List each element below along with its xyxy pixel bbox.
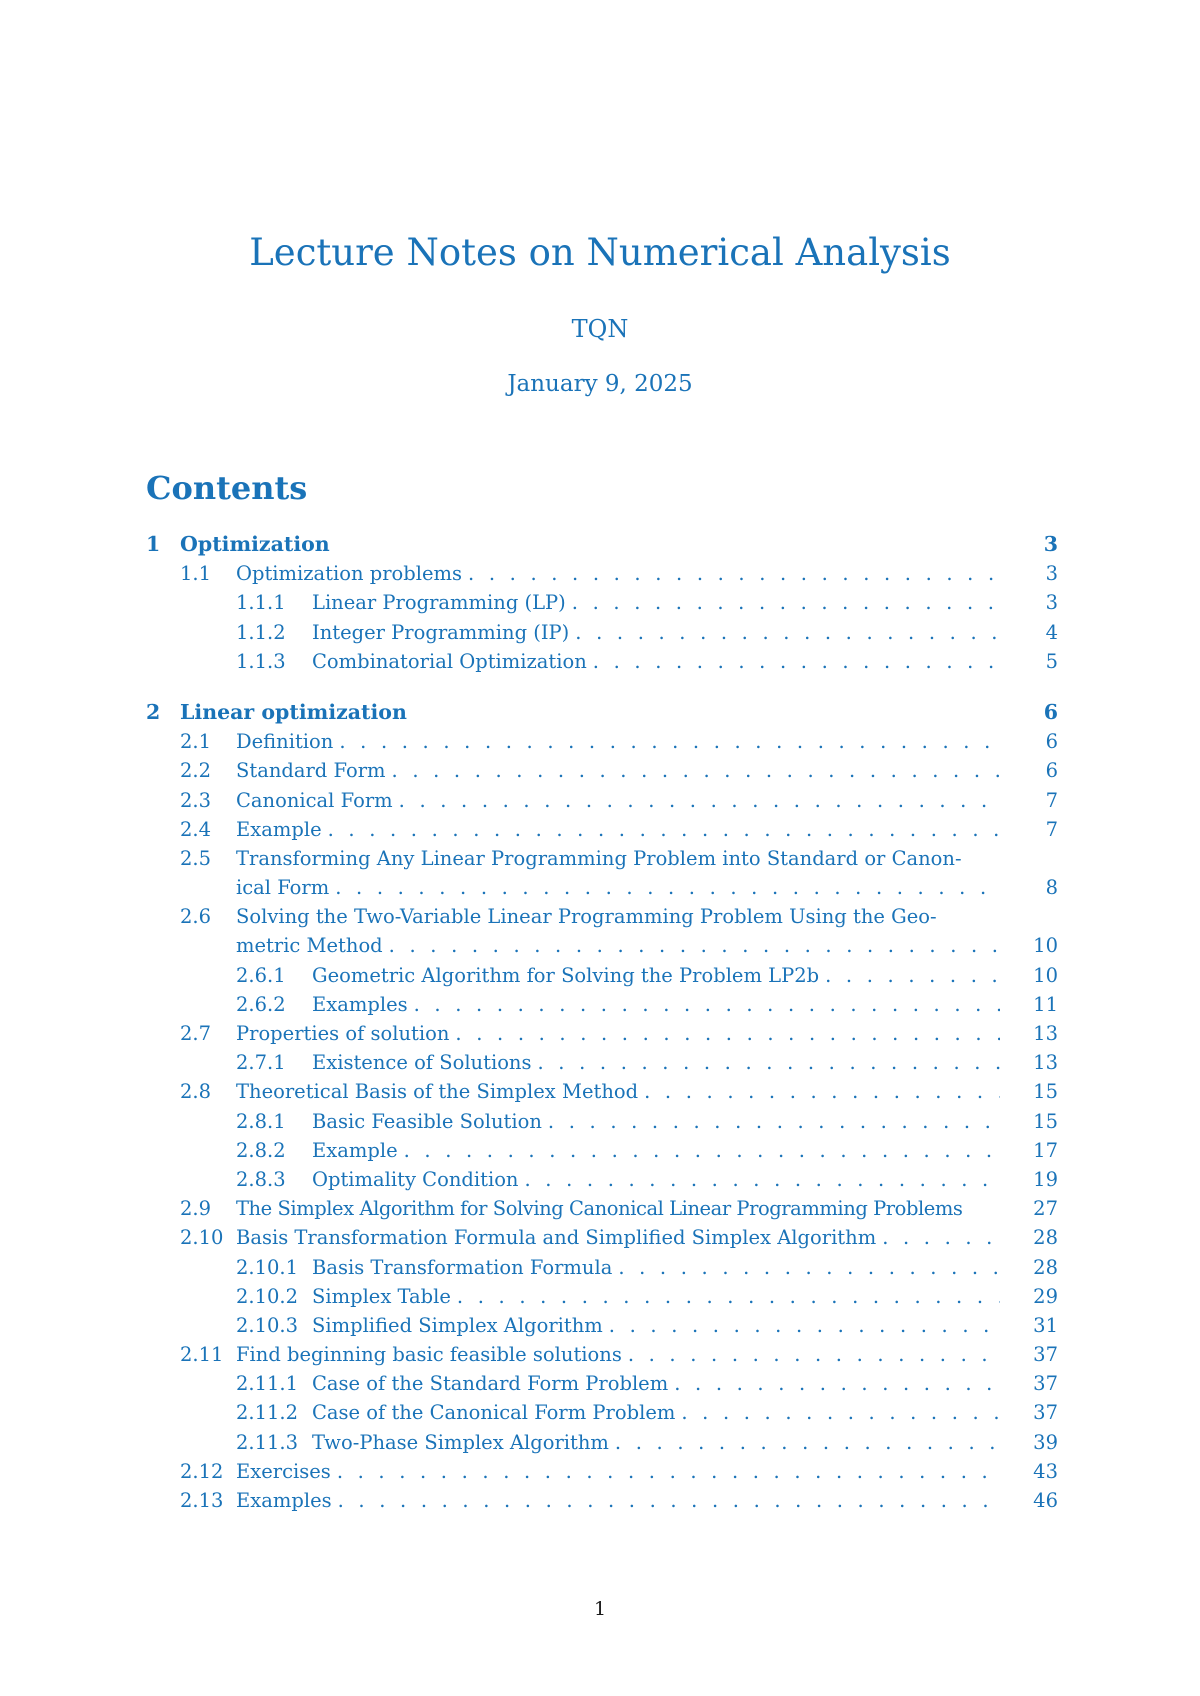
contents-heading: Contents xyxy=(146,469,308,507)
toc-entry-page[interactable]: 5 xyxy=(1045,649,1058,673)
toc-entry-page[interactable]: 7 xyxy=(1045,788,1058,812)
toc-entry-page[interactable]: 10 xyxy=(1033,934,1058,958)
toc-entry-number[interactable]: 2.8.1 xyxy=(236,1109,286,1133)
toc-entry-number[interactable]: 1 xyxy=(146,532,161,556)
toc-entry-page[interactable]: 29 xyxy=(1033,1284,1058,1308)
toc-entry-number[interactable]: 2.6 xyxy=(180,905,212,929)
toc-subsection-entry[interactable] xyxy=(146,1165,1058,1194)
table-of-contents xyxy=(146,530,1058,1515)
toc-chapter-entry[interactable] xyxy=(146,698,1058,727)
toc-entry-title[interactable]: Optimization xyxy=(180,530,336,559)
toc-entry-number[interactable]: 2.8.2 xyxy=(236,1138,286,1162)
toc-entry-number[interactable]: 2.7 xyxy=(180,1022,212,1045)
toc-subsection-entry[interactable] xyxy=(146,647,1058,676)
toc-entry-page[interactable]: 37 xyxy=(1033,1372,1058,1396)
toc-dot-leader xyxy=(468,559,1000,588)
toc-entry-page[interactable]: 8 xyxy=(1045,876,1058,900)
toc-dot-leader xyxy=(525,1165,1001,1194)
toc-entry-number[interactable]: 2.6.1 xyxy=(236,963,286,987)
page-number: 1 xyxy=(593,1598,607,1620)
toc-entry-title[interactable]: Existence of Solutions xyxy=(312,1048,538,1077)
toc-section-entry[interactable] xyxy=(146,1223,1058,1252)
document-date: January 9, 2025 xyxy=(507,371,693,397)
toc-entry-title[interactable]: Transforming Any Linear Programming Problem into Standard or Canon- xyxy=(236,846,962,870)
toc-entry-title[interactable]: Simplified Simplex Algorithm xyxy=(312,1311,609,1340)
toc-entry-page[interactable]: 3 xyxy=(1043,532,1058,556)
toc-dot-leader xyxy=(825,961,1000,990)
toc-subsection-entry[interactable] xyxy=(146,1311,1058,1340)
toc-entry-page[interactable]: 37 xyxy=(1033,1343,1058,1367)
toc-dot-leader xyxy=(399,786,1000,815)
toc-entry-number[interactable]: 1.1.2 xyxy=(236,620,286,644)
toc-dot-leader xyxy=(392,756,1000,785)
toc-entry-number[interactable]: 2.10.1 xyxy=(236,1255,299,1279)
toc-entry-page[interactable]: 17 xyxy=(1033,1138,1058,1162)
toc-entry-page[interactable]: 19 xyxy=(1033,1167,1058,1191)
toc-entry-number[interactable]: 2.11.3 xyxy=(236,1430,299,1454)
toc-entry-title[interactable]: Standard Form xyxy=(236,756,392,785)
toc-entry-page[interactable]: 28 xyxy=(1033,1255,1058,1279)
toc-entry-title[interactable]: Geometric Algorithm for Solving the Problem LP2b xyxy=(312,961,825,990)
toc-dot-leader xyxy=(644,1077,1000,1106)
toc-dot-leader xyxy=(455,1019,1000,1048)
toc-entry-title[interactable]: Examples xyxy=(312,990,414,1019)
toc-dot-leader xyxy=(328,815,1000,844)
toc-dot-leader xyxy=(339,727,1000,756)
toc-section-entry[interactable] xyxy=(146,559,1058,588)
toc-entry-title[interactable]: Optimality Condition xyxy=(312,1165,525,1194)
toc-entry-page[interactable]: 3 xyxy=(1045,591,1058,615)
toc-section-entry[interactable] xyxy=(146,1486,1058,1515)
toc-dot-leader xyxy=(457,1282,1000,1311)
toc-entry-title[interactable]: Properties of solution xyxy=(236,1019,455,1048)
toc-entry-number[interactable]: 2.11 xyxy=(180,1343,224,1367)
toc-dot-leader xyxy=(575,618,1000,647)
toc-entry-number[interactable]: 2.10.3 xyxy=(236,1313,299,1337)
toc-entry-title[interactable]: Combinatorial Optimization xyxy=(312,647,593,676)
toc-dot-leader xyxy=(593,647,1000,676)
toc-entry-number[interactable]: 2.11.1 xyxy=(236,1372,299,1396)
toc-entry-number[interactable]: 2.9 xyxy=(180,1197,212,1221)
toc-section-entry[interactable] xyxy=(146,1457,1058,1486)
toc-subsection-entry[interactable] xyxy=(146,1253,1058,1282)
toc-entry-title[interactable]: Exercises xyxy=(236,1457,337,1486)
toc-dot-leader xyxy=(413,698,1018,727)
toc-entry-title[interactable]: Theoretical Basis of the Simplex Method xyxy=(236,1077,644,1106)
toc-dot-leader xyxy=(674,1369,1000,1398)
toc-subsection-entry[interactable] xyxy=(146,1282,1058,1311)
document-title: Lecture Notes on Numerical Analysis xyxy=(249,231,951,274)
toc-subsection-entry[interactable] xyxy=(146,1369,1058,1398)
toc-section-entry[interactable] xyxy=(146,931,1058,960)
toc-entry-page[interactable]: 27 xyxy=(1033,1197,1058,1221)
toc-section-entry[interactable] xyxy=(146,815,1058,844)
toc-entry-page[interactable]: 15 xyxy=(1033,1080,1058,1104)
toc-dot-leader xyxy=(882,1223,1000,1252)
toc-entry-page[interactable]: 43 xyxy=(1033,1459,1058,1483)
toc-entry-title[interactable]: Example xyxy=(312,1136,404,1165)
toc-chapter-entry[interactable] xyxy=(146,530,1058,559)
toc-entry-title[interactable]: Basis Transformation Formula and Simplified Simplex Algorithm xyxy=(236,1223,882,1252)
toc-entry-number[interactable]: 2 xyxy=(146,699,161,724)
toc-entry-number[interactable]: 1.1 xyxy=(180,562,212,586)
toc-entry-title[interactable]: Linear optimization xyxy=(180,698,413,727)
document-author: TQN xyxy=(571,315,629,343)
toc-entry-title-continued[interactable]: metric Method xyxy=(236,931,389,960)
toc-dot-leader xyxy=(548,1107,1000,1136)
toc-entry-page[interactable]: 39 xyxy=(1033,1430,1058,1454)
toc-entry-number[interactable]: 2.8.3 xyxy=(236,1167,286,1191)
toc-entry-number[interactable]: 2.6.2 xyxy=(236,992,286,1016)
toc-dot-leader xyxy=(336,530,1018,559)
toc-dot-leader xyxy=(337,1457,1000,1486)
toc-dot-leader xyxy=(414,990,1000,1019)
toc-dot-leader xyxy=(335,873,1000,902)
toc-entry-title[interactable]: Basis Transformation Formula xyxy=(312,1253,618,1282)
toc-entry-page[interactable]: 13 xyxy=(1033,1051,1058,1075)
toc-entry-title[interactable]: Case of the Canonical Form Problem xyxy=(312,1398,681,1427)
toc-entry-page[interactable]: 11 xyxy=(1033,992,1058,1016)
toc-entry-title[interactable]: Solving the Two-Variable Linear Programming Problem Using the Geo- xyxy=(236,905,937,929)
toc-entry-number[interactable]: 2.10 xyxy=(180,1226,224,1250)
toc-entry-title-continued[interactable]: ical Form xyxy=(236,873,335,902)
toc-entry-page[interactable]: 46 xyxy=(1033,1489,1058,1512)
toc-section-entry[interactable] xyxy=(146,1019,1058,1048)
toc-entry-number[interactable]: 2.11.2 xyxy=(236,1401,299,1425)
toc-entry-title[interactable]: Basic Feasible Solution xyxy=(312,1107,548,1136)
toc-entry-number[interactable]: 2.13 xyxy=(180,1489,224,1512)
toc-entry-number[interactable]: 2.10.2 xyxy=(236,1284,299,1308)
toc-section-entry[interactable] xyxy=(146,1077,1058,1106)
toc-subsection-entry[interactable] xyxy=(146,990,1058,1019)
toc-entry-page[interactable]: 13 xyxy=(1033,1022,1058,1045)
toc-dot-leader xyxy=(609,1311,1000,1340)
toc-entry-number[interactable]: 2.5 xyxy=(180,846,212,870)
toc-entry-title[interactable]: Find beginning basic feasible solutions xyxy=(236,1340,628,1369)
toc-entry-page[interactable]: 7 xyxy=(1045,817,1058,841)
toc-entry-title[interactable]: Two-Phase Simplex Algorithm xyxy=(312,1428,615,1457)
toc-entry-page[interactable]: 6 xyxy=(1045,730,1058,754)
toc-entry-page[interactable]: 15 xyxy=(1033,1109,1058,1133)
toc-entry-page[interactable]: 3 xyxy=(1045,562,1058,586)
toc-entry-number[interactable]: 2.2 xyxy=(180,759,212,783)
toc-subsection-entry[interactable] xyxy=(146,1398,1058,1427)
toc-subsection-entry[interactable] xyxy=(146,1428,1058,1457)
toc-section-entry[interactable] xyxy=(146,756,1058,785)
toc-entry-page[interactable]: 6 xyxy=(1043,699,1058,724)
toc-entry-number[interactable]: 2.7.1 xyxy=(236,1051,286,1075)
toc-entry-page[interactable]: 10 xyxy=(1033,963,1058,987)
toc-dot-leader xyxy=(538,1048,1001,1077)
toc-section-entry[interactable] xyxy=(146,1340,1058,1369)
toc-entry-title[interactable]: Examples xyxy=(236,1486,338,1515)
toc-subsection-entry[interactable] xyxy=(146,961,1058,990)
toc-subsection-entry[interactable] xyxy=(146,588,1058,617)
toc-entry-page[interactable]: 6 xyxy=(1045,759,1058,783)
toc-dot-leader xyxy=(628,1340,1000,1369)
toc-entry-number[interactable]: 1.1.3 xyxy=(236,649,286,673)
toc-dot-leader xyxy=(681,1398,1000,1427)
toc-entry-title[interactable]: Simplex Table xyxy=(312,1282,457,1311)
toc-entry-number[interactable]: 2.3 xyxy=(180,788,212,812)
toc-section-entry[interactable] xyxy=(146,786,1058,815)
toc-section-entry[interactable] xyxy=(146,844,1058,873)
toc-entry-number[interactable]: 2.1 xyxy=(180,730,212,754)
toc-entry-title[interactable]: Case of the Standard Form Problem xyxy=(312,1369,674,1398)
toc-entry-number[interactable]: 1.1.1 xyxy=(236,591,286,615)
toc-dot-leader xyxy=(572,588,1000,617)
toc-dot-leader xyxy=(615,1428,1000,1457)
toc-entry-title[interactable]: Linear Programming (LP) xyxy=(312,588,572,617)
toc-entry-page[interactable]: 4 xyxy=(1045,620,1058,644)
toc-entry-page[interactable]: 37 xyxy=(1033,1401,1058,1425)
toc-entry-title[interactable]: Definition xyxy=(236,727,339,756)
toc-dot-leader xyxy=(618,1253,1000,1282)
toc-entry-number[interactable]: 2.8 xyxy=(180,1080,212,1104)
toc-dot-leader xyxy=(338,1486,1000,1515)
toc-section-entry[interactable] xyxy=(146,727,1058,756)
toc-entry-number[interactable]: 2.4 xyxy=(180,817,212,841)
toc-dot-leader xyxy=(404,1136,1000,1165)
toc-subsection-entry[interactable] xyxy=(146,618,1058,647)
toc-section-entry[interactable] xyxy=(146,1194,1058,1223)
toc-dot-leader xyxy=(389,931,1000,960)
toc-entry-title[interactable]: Optimization problems xyxy=(236,559,468,588)
toc-entry-title[interactable]: Integer Programming (IP) xyxy=(312,618,575,647)
toc-entry-title[interactable]: Canonical Form xyxy=(236,786,399,815)
toc-subsection-entry[interactable] xyxy=(146,1107,1058,1136)
toc-subsection-entry[interactable] xyxy=(146,1136,1058,1165)
toc-entry-title[interactable]: The Simplex Algorithm for Solving Canonical Linear Programming Problems xyxy=(236,1194,968,1223)
toc-entry-page[interactable]: 28 xyxy=(1033,1226,1058,1250)
toc-entry-title[interactable]: Example xyxy=(236,815,328,844)
toc-entry-number[interactable]: 2.12 xyxy=(180,1459,224,1483)
toc-section-entry[interactable] xyxy=(146,902,1058,931)
toc-section-entry[interactable] xyxy=(146,873,1058,902)
toc-subsection-entry[interactable] xyxy=(146,1048,1058,1077)
toc-entry-page[interactable]: 31 xyxy=(1033,1313,1058,1337)
